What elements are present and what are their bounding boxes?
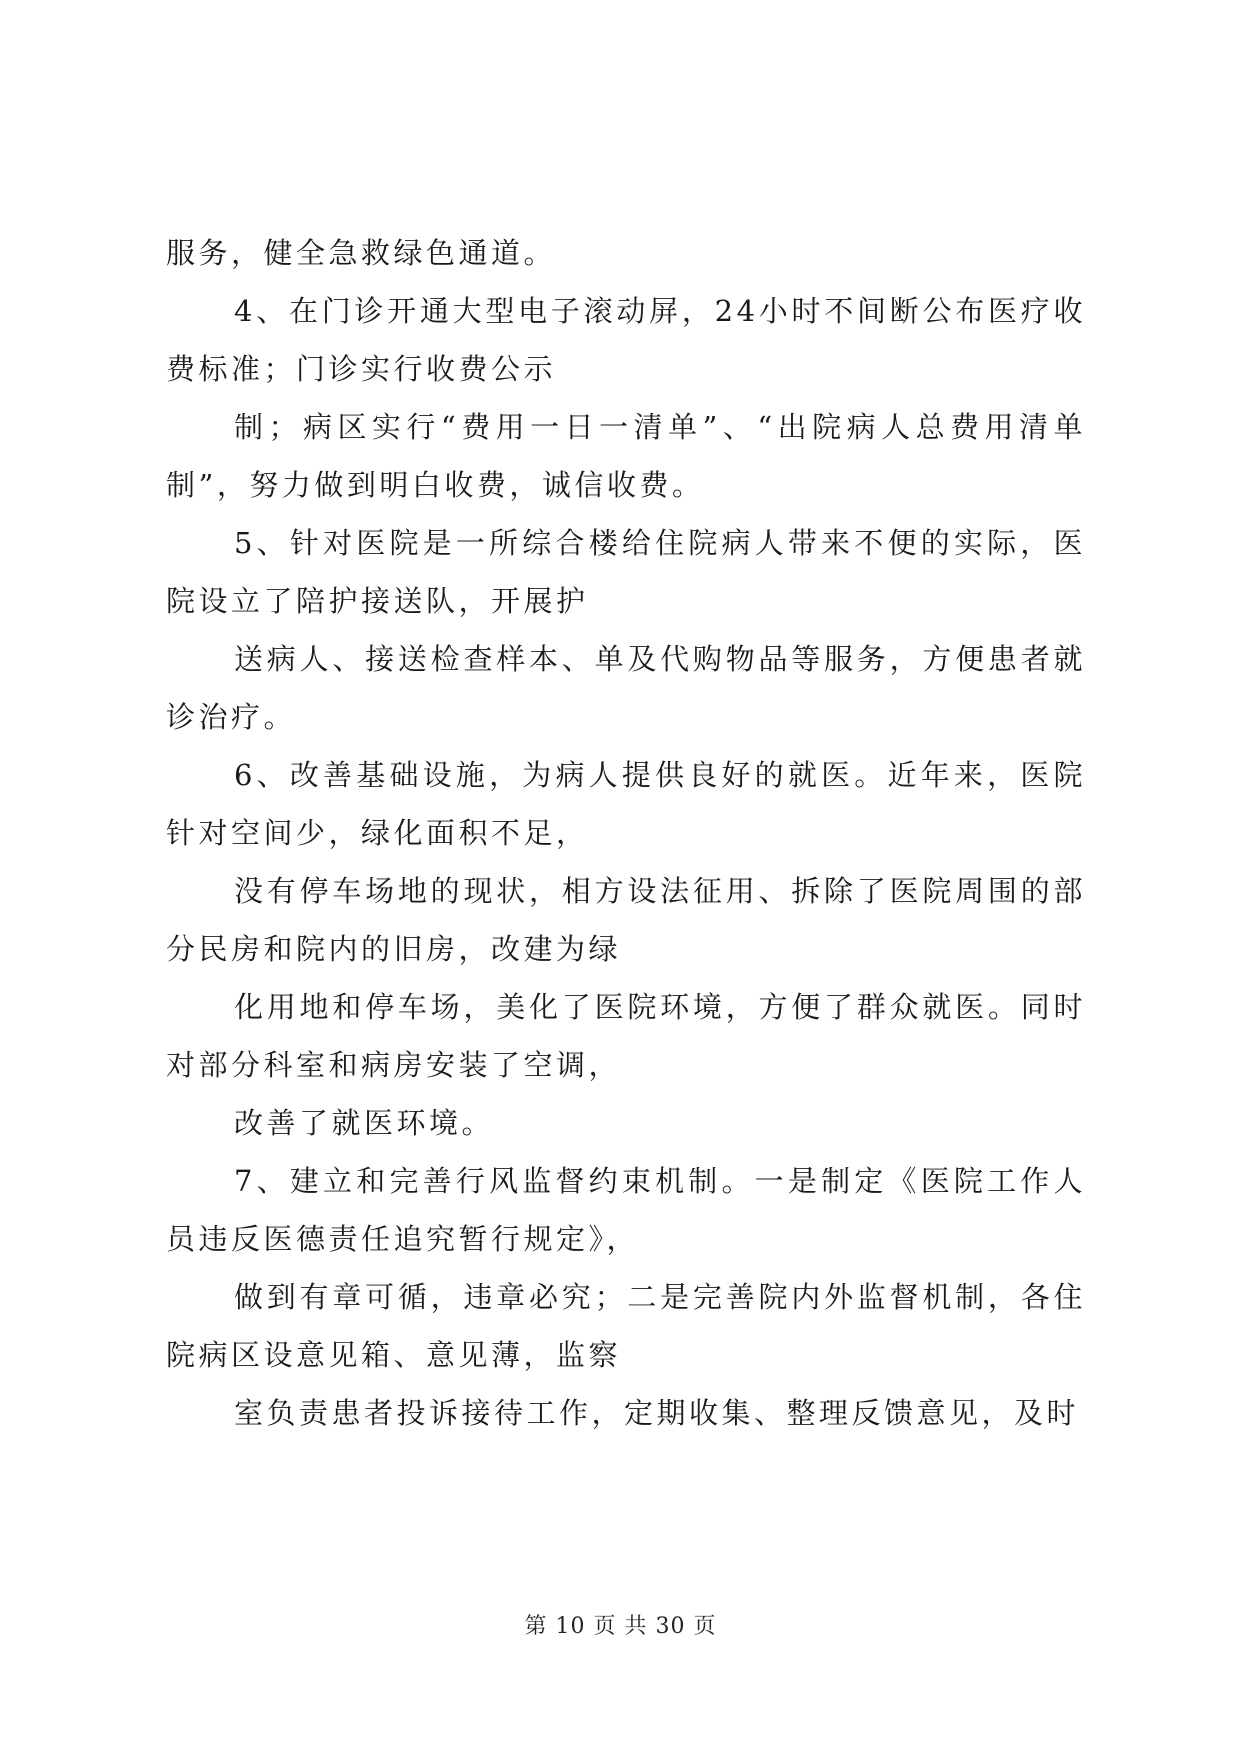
paragraph: 送病人、接送检查样本、单及代购物品等服务，方便患者就诊治疗。 bbox=[166, 642, 1086, 734]
paragraph: 5、针对医院是一所综合楼给住院病人带来不便的实际，医院设立了陪护接送队，开展护 bbox=[166, 526, 1086, 618]
paragraph: 制；病区实行“费用一日一清单”、“出院病人总费用清单制”，努力做到明白收费，诚信收费。 bbox=[166, 410, 1086, 502]
paragraph: 室负责患者投诉接待工作，定期收集、整理反馈意见，及时 bbox=[234, 1396, 1080, 1430]
paragraph: 没有停车场地的现状，相方设法征用、拆除了医院周围的部分民房和院内的旧房，改建为绿 bbox=[166, 874, 1086, 966]
body-text bbox=[166, 224, 1086, 1442]
page-number-footer: 第 10 页 共 30 页 bbox=[524, 1614, 717, 1639]
paragraph: 6、改善基础设施，为病人提供良好的就医。近年来，医院针对空间少，绿化面积不足， bbox=[166, 758, 1086, 850]
paragraph: 7、建立和完善行风监督约束机制。一是制定《医院工作人员违反医德责任追究暂行规定》， bbox=[166, 1164, 1086, 1256]
paragraph: 服务，健全急救绿色通道。 bbox=[166, 236, 557, 270]
paragraph: 4、在门诊开通大型电子滚动屏，24小时不间断公布医疗收费标准；门诊实行收费公示 bbox=[166, 294, 1086, 386]
paragraph: 改善了就医环境。 bbox=[234, 1106, 495, 1140]
paragraph: 做到有章可循，违章必究；二是完善院内外监督机制，各住院病区设意见箱、意见薄，监察 bbox=[166, 1280, 1086, 1372]
paragraph: 化用地和停车场，美化了医院环境，方便了群众就医。同时对部分科室和病房安装了空调， bbox=[166, 990, 1086, 1082]
